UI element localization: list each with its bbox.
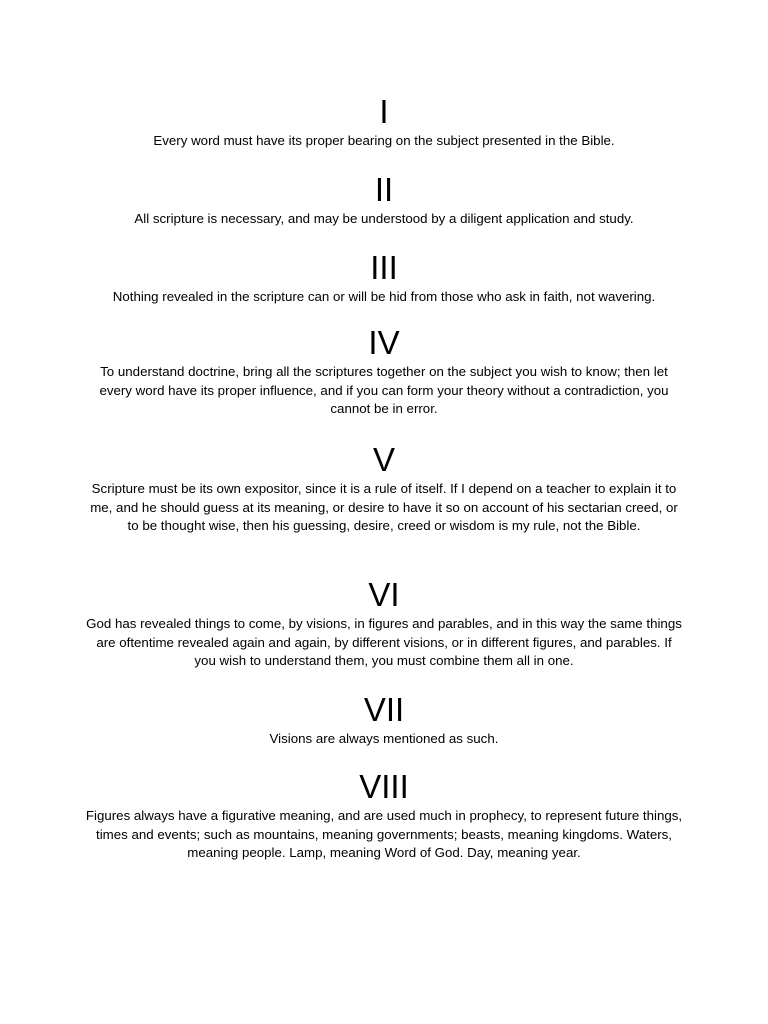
rule-text: Every word must have its proper bearing on the subject presented in the Bible. [153,133,615,148]
rule-text: Visions are always mentioned as such. [269,731,499,746]
rule-numeral: IV [368,324,400,361]
rule-text: All scripture is necessary, and may be understood by a diligent application and study. [134,211,634,226]
rule-2 [0,170,768,248]
rule-text: God has revealed things to come, by visions, in figures and parables, and in this way the same things are oftentime revealed again and again, by different visions, or in different figures, and parables. If you wish to understand them, you must combine them all in one. [86,616,682,668]
rule-numeral: VII [363,691,405,728]
rule-text: Nothing revealed in the scripture can or will be hid from those who ask in faith, not wavering. [112,289,656,304]
rule-numeral: VI [368,576,400,613]
rule-7 [0,690,768,767]
rule-numeral: V [372,441,395,478]
rule-numeral: III [370,249,398,286]
rule-8 [0,767,768,863]
rule-numeral: VIII [359,768,409,805]
rule-5 [0,440,768,575]
rule-text: Figures always have a figurative meaning, and are used much in prophecy, to represent future things, times and events; such as mountains, meaning governments; beasts, meaning kingdoms. Waters, meaning people. Lamp, meaning Word of God. Day, meaning year. [85,808,683,860]
rules-document [0,92,768,863]
rule-3 [0,248,768,323]
rule-4 [0,323,768,440]
rule-text: Scripture must be its own expositor, since it is a rule of itself. If I depend on a teacher to explain it to me, and he should guess at its meaning, or desire to have it so on account of his sectarian creed, or to be thought wise, then his guessing, desire, creed or wisdom is my rule, not the Bible. [90,481,678,533]
rule-text: To understand doctrine, bring all the scriptures together on the subject you wish to know; then let every word have its proper influence, and if you can form your theory without a contradiction, you cannot be in error. [99,364,669,416]
rule-6 [0,575,768,690]
rule-1 [0,92,768,170]
rule-numeral: II [374,171,394,208]
rule-numeral: I [379,93,389,130]
